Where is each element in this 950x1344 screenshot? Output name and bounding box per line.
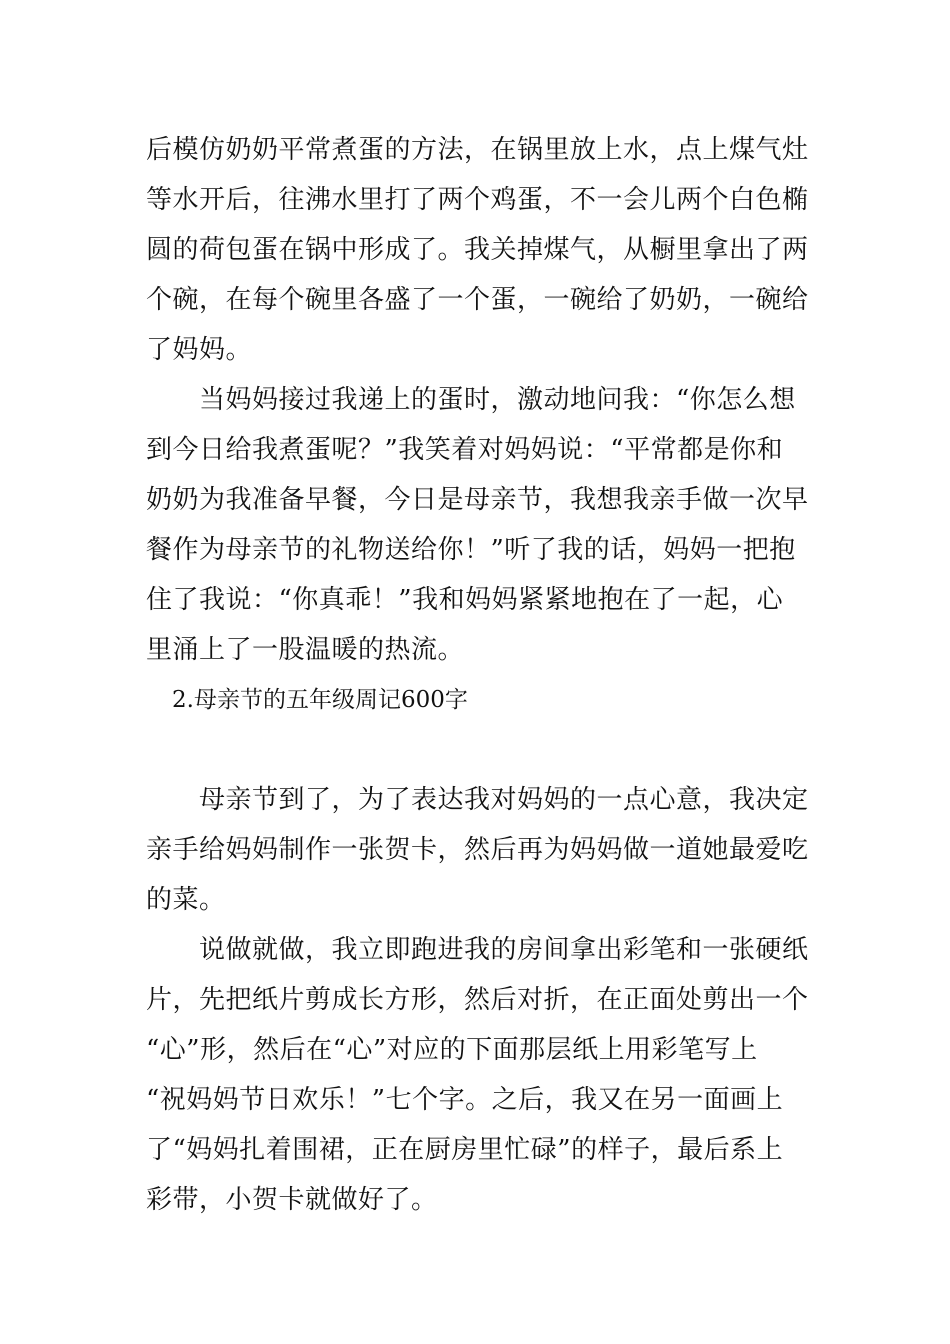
text-line: 了“妈妈扎着围裙，正在厨房里忙碌”的样子，最后系上: [146, 1135, 784, 1165]
text-line: 等水开后，往沸水里打了两个鸡蛋，不一会儿两个白色椭: [146, 185, 809, 215]
text-line: 个碗，在每个碗里各盛了一个蛋，一碗给了奶奶，一碗给: [146, 285, 809, 315]
text-line: 说做就做，我立即跑进我的房间拿出彩笔和一张硬纸: [199, 935, 809, 965]
text-line: 片，先把纸片剪成长方形，然后对折，在正面处剪出一个: [146, 985, 809, 1015]
text-line: “心”形，然后在“心”对应的下面那层纸上用彩笔写上: [146, 1035, 758, 1065]
text-line: 后模仿奶奶平常煮蛋的方法，在锅里放上水，点上煤气灶: [146, 135, 809, 165]
text-line: 当妈妈接过我递上的蛋时，激动地问我：“你怎么想: [199, 385, 796, 415]
text-line: 亲手给妈妈制作一张贺卡，然后再为妈妈做一道她最爱吃: [146, 835, 809, 865]
text-line: 到今日给我煮蛋呢？”我笑着对妈妈说：“平常都是你和: [146, 435, 784, 465]
text-line: 母亲节到了，为了表达我对妈妈的一点心意，我决定: [199, 785, 809, 815]
text-line: 里涌上了一股温暖的热流。: [146, 635, 465, 665]
text-line: 了妈妈。: [146, 335, 253, 365]
text-line: 彩带，小贺卡就做好了。: [146, 1185, 438, 1215]
section-heading: 2.母亲节的五年级周记600字: [172, 687, 468, 713]
text-line: 的菜。: [146, 885, 226, 915]
text-line: 圆的荷包蛋在锅中形成了。我关掉煤气，从橱里拿出了两: [146, 235, 809, 265]
text-line: 餐作为母亲节的礼物送给你！”听了我的话，妈妈一把抱: [146, 535, 796, 565]
text-line: “祝妈妈节日欢乐！”七个字。之后，我又在另一面画上: [146, 1085, 784, 1115]
text-line: 住了我说：“你真乖！”我和妈妈紧紧地抱在了一起，心: [146, 585, 784, 615]
text-line: 奶奶为我准备早餐，今日是母亲节，我想我亲手做一次早: [146, 485, 809, 515]
